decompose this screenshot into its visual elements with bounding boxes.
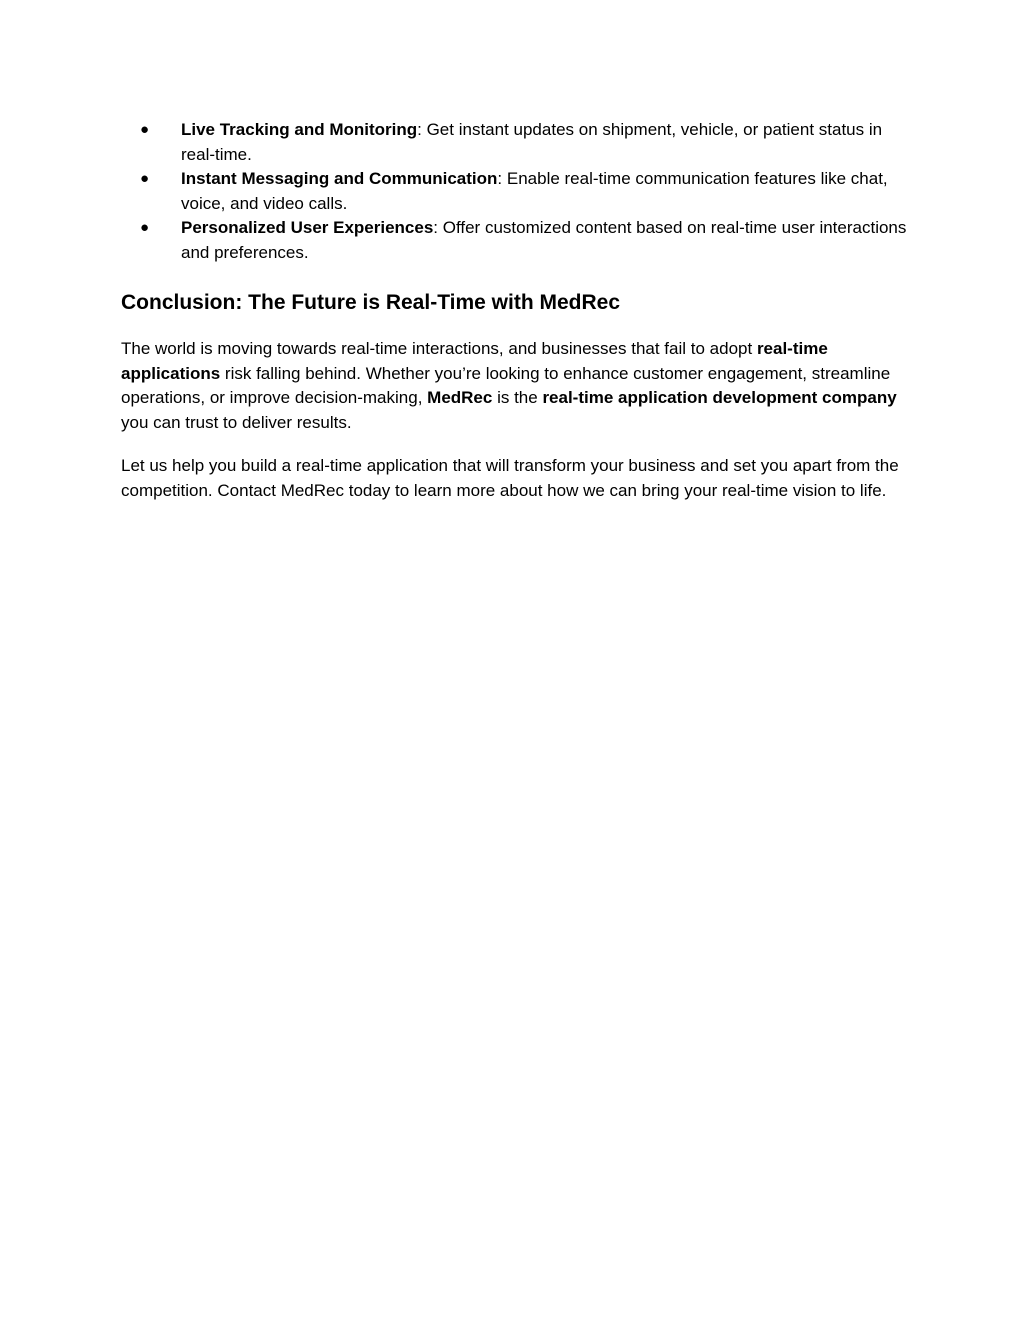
list-item [121, 118, 911, 167]
paragraph-bold-text: real-time application development company [542, 388, 897, 407]
feature-list [121, 118, 911, 265]
conclusion-paragraph [121, 337, 906, 435]
list-item [121, 167, 911, 216]
paragraph-text: risk falling behind. Whether you’re looking to enhance customer engagement, streamline operations, or improve decision-making, [121, 363, 891, 407]
list-item-title: Instant Messaging and Communication [181, 169, 498, 188]
paragraph-text: The world is moving towards real-time interactions, and businesses that fail to adopt [121, 339, 757, 358]
page-content [121, 118, 911, 500]
bullet-icon: ● [140, 170, 150, 187]
list-item [121, 216, 911, 265]
list-item-title: Live Tracking and Monitoring [181, 120, 418, 139]
bullet-icon: ● [140, 219, 150, 236]
section-heading: Conclusion: The Future is Real-Time with MedRec [121, 291, 621, 314]
bullet-icon: ● [140, 121, 150, 138]
list-item-text: : Get instant updates on shipment, vehicle, or patient status in real-time. [181, 120, 883, 164]
list-item-text: : Offer customized content based on real-time user interactions and preferences. [181, 218, 907, 262]
call-to-action-paragraph: Let us help you build a real-time application that will transform your business and set you apart from the competition. Contact MedRec today to learn more about how we can bring your real-time vision to life. [121, 456, 899, 500]
paragraph-text: is the [492, 388, 543, 407]
list-item-title: Personalized User Experiences [181, 218, 434, 237]
list-item-text: : Enable real-time communication features like chat, voice, and video calls. [181, 169, 888, 213]
paragraph-bold-text: real-time applications [121, 339, 828, 383]
paragraph-bold-text: MedRec [427, 388, 493, 407]
paragraph-text: you can trust to deliver results. [121, 412, 352, 432]
